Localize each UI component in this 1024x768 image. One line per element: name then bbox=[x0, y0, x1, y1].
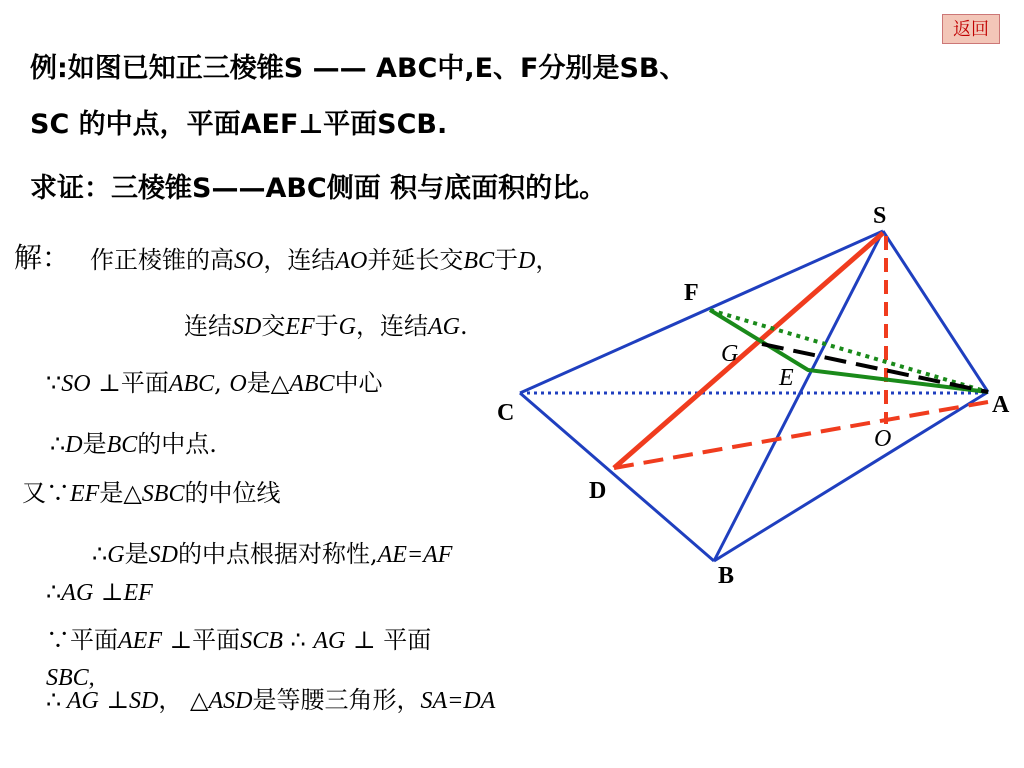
edge-CB bbox=[520, 393, 714, 561]
label-G: G bbox=[721, 341, 739, 367]
back-button[interactable]: 返回 bbox=[942, 14, 1000, 44]
solution-step-9b: ∴ AG ⊥SD， △ASD是等腰三角形，SA=DA bbox=[46, 686, 496, 714]
solution-step-6: ∴G是SD的中点根据对称性,AE=AF bbox=[92, 540, 453, 568]
solution-step-4: ∴D是BC的中点. bbox=[50, 430, 217, 458]
problem-line-3: 求证：三棱锥S——ABC侧面 积与底面积的比。 bbox=[30, 173, 607, 204]
segment-DA bbox=[614, 402, 988, 468]
label-C: C bbox=[497, 400, 515, 426]
solution-head: 解： bbox=[14, 241, 71, 274]
solution-step-2: 连结SD交EF于G，连结AG. bbox=[184, 312, 468, 340]
label-D: D bbox=[589, 478, 607, 504]
label-F: F bbox=[684, 280, 699, 306]
label-E: E bbox=[779, 365, 794, 391]
solution-step-8: ∵平面AEF ⊥平面SCB ∴ AG ⊥ 平面 bbox=[46, 626, 432, 654]
edge-AB bbox=[714, 392, 988, 561]
edge-SB bbox=[714, 231, 883, 561]
problem-line-2: SC 的中点，平面AEF⊥平面SCB. bbox=[30, 109, 448, 140]
label-O: O bbox=[874, 426, 892, 452]
edge-SC bbox=[520, 231, 883, 393]
label-A: A bbox=[992, 392, 1010, 418]
edge-SA bbox=[883, 231, 988, 392]
solution-step-7: ∴AG ⊥EF bbox=[46, 578, 153, 606]
solution-step-5: 又∵EF是△SBC的中位线 bbox=[22, 479, 281, 507]
solution-step-3: ∵SO ⊥平面ABC, O是△ABC中心 bbox=[46, 369, 383, 397]
label-B: B bbox=[718, 563, 735, 589]
label-S: S bbox=[873, 203, 887, 229]
problem-line-1: 例:如图已知正三棱锥S —— ABC中,E、F分别是SB、 bbox=[30, 53, 687, 84]
solution-step-9a: SBC, bbox=[46, 665, 95, 691]
solution-step-1: 作正棱锥的高SO，连结AO并延长交BC于D， bbox=[90, 246, 560, 274]
segment-GA bbox=[762, 344, 988, 392]
